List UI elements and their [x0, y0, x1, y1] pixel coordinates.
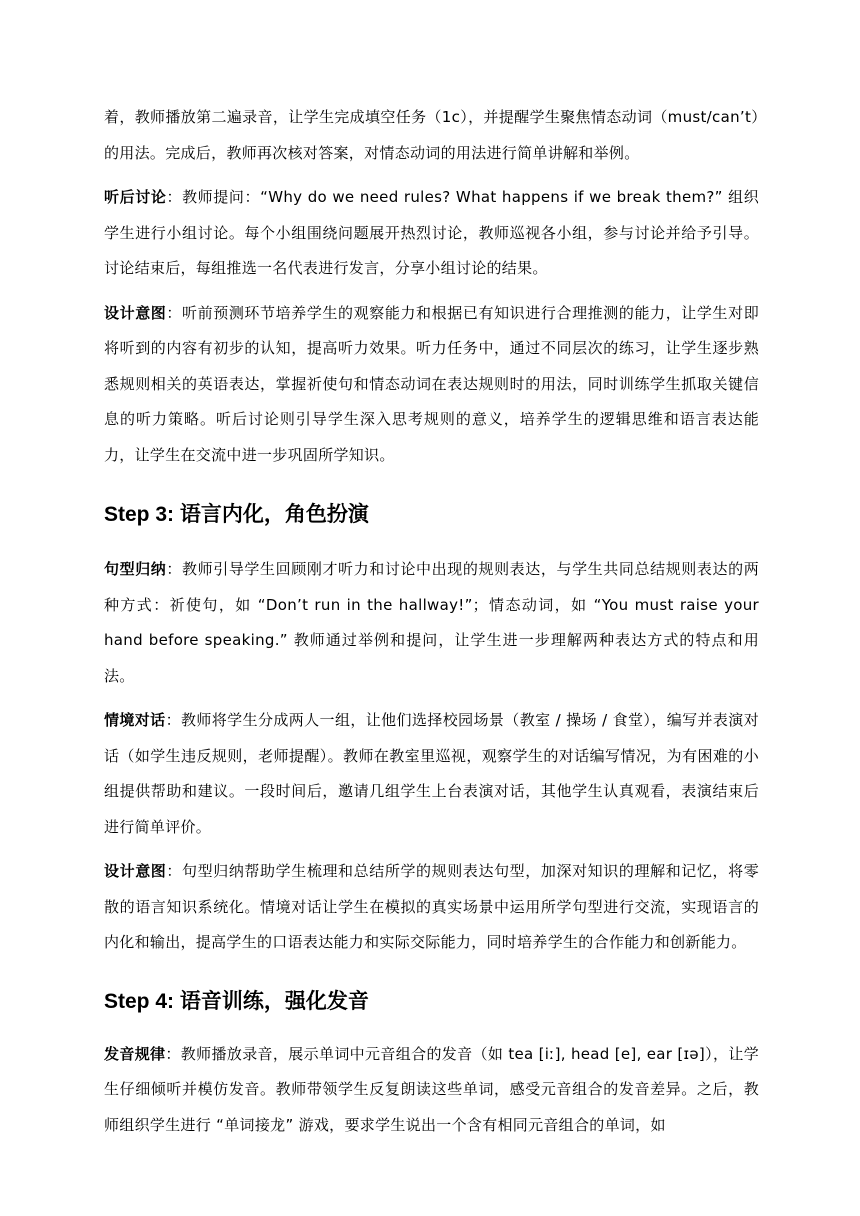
section-heading-step3: Step 3: 语言内化，角色扮演: [104, 503, 369, 526]
paragraph-text: 着，教师播放第二遍录音，让学生完成填空任务（1c），并提醒学生聚焦情态动词（must/can’t）的用法。完成后，教师再次核对答案，对情态动词的用法进行简单讲解和举例。: [104, 108, 759, 162]
paragraph-label: 句型归纳: [104, 560, 167, 578]
paragraph-label: 设计意图: [104, 862, 167, 880]
document-page: [104, 100, 759, 1152]
paragraph-design-intent: [104, 854, 759, 961]
paragraph-label: 设计意图: [104, 303, 167, 322]
paragraph-listening-task: [104, 100, 759, 171]
paragraph-text: ：教师提问：“Why do we need rules? What happens if we break them?” 组织学生进行小组讨论。每个小组围绕问题展开热烈讨论，教师巡视各小组，参与讨论并给予引导。讨论结束后，每组推选一名代表进行发言，分享小组讨论的结果。: [104, 188, 760, 277]
paragraph-label: 情境对话: [104, 711, 166, 729]
paragraph-pronunciation-rules: [104, 1037, 759, 1144]
paragraph-post-listening-discussion: [104, 180, 759, 287]
paragraph-text: ：教师引导学生回顾刚才听力和讨论中出现的规则表达，与学生共同总结规则表达的两种方式：祈使句，如 “Don’t run in the hallway!”；情态动词，如 “You must raise your hand before speaking.” 教师通过举例和提问，让学生进一步理解两种表达方式的特点和用法。: [104, 560, 760, 685]
paragraph-text: ：句型归纳帮助学生梳理和总结所学的规则表达句型，加深对知识的理解和记忆，将零散的语言知识系统化。情境对话让学生在模拟的真实场景中运用所学句型进行交流，实现语言的内化和输出，提高学生的口语表达能力和实际交际能力，同时培养学生的合作能力和创新能力。: [104, 862, 760, 951]
section-heading-step4: Step 4: 语音训练，强化发音: [104, 989, 369, 1013]
paragraph-label: 发音规律: [104, 1044, 166, 1063]
paragraph-label: 听后讨论: [104, 188, 167, 206]
paragraph-design-intent: [104, 296, 759, 474]
paragraph-situational-dialogue: [104, 703, 759, 845]
paragraph-text: ：听前预测环节培养学生的观察能力和根据已有知识进行合理推测的能力，让学生对即将听到的内容有初步的认知，提高听力效果。听力任务中，通过不同层次的练习，让学生逐步熟悉规则相关的英语表达，掌握祈使句和情态动词在表达规则时的用法，同时训练学生抓取关键信息的听力策略。听后讨论则引导学生深入思考规则的意义，培养学生的逻辑思维和语言表达能力，让学生在交流中进一步巩固所学知识。: [104, 303, 760, 464]
paragraph-sentence-patterns: [104, 552, 759, 694]
paragraph-text: ：教师将学生分成两人一组，让他们选择校园场景（教室 / 操场 / 食堂），编写并表演对话（如学生违反规则，老师提醒）。教师在教室里巡视，观察学生的对话编写情况，为有困难的小组提供帮助和建议。一段时间后，邀请几组学生上台表演对话，其他学生认真观看，表演结束后进行简单评价。: [104, 711, 759, 836]
paragraph-text: ：教师播放录音，展示单词中元音组合的发音（如 tea [iː], head [e], ear [ɪə]），让学生仔细倾听并模仿发音。教师带领学生反复朗读这些单词，感受元音组合的发音差异。之后，教师组织学生进行 “单词接龙” 游戏，要求学生说出一个含有相同元音组合的单词，如: [104, 1044, 759, 1134]
